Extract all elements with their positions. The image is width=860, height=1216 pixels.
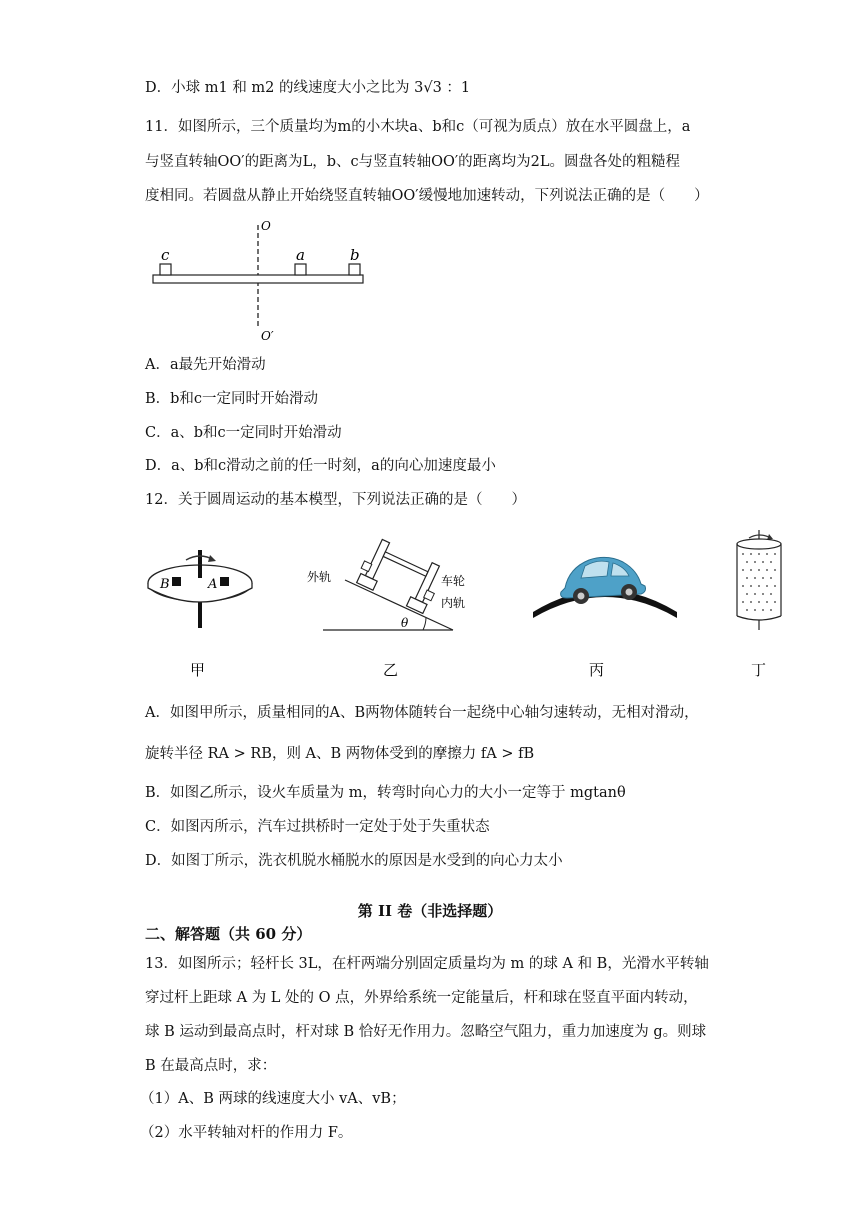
q12-figure-jia [140,540,265,685]
q11-option-b: B．b和c一定同时开始滑动 [145,391,319,407]
q12-figure-ding [725,530,785,685]
block-a-jia [220,577,229,586]
label-inner-rail: 内轨 [441,596,465,610]
q11-stem-line3: 度相同。若圆盘从静止开始绕竖直转轴OO′缓慢地加速转动，下列说法正确的是（ ） [145,188,709,204]
q11-turntable-figure [145,215,385,345]
q12-stem: 12．关于圆周运动的基本模型，下列说法正确的是（ ） [145,492,526,508]
q12-option-d: D．如图丁所示，洗衣机脱水桶脱水的原因是水受到的向心力太小 [145,853,563,869]
section-heading: 二、解答题（共 60 分） [145,925,312,943]
q10-option-d: D．小球 m1 和 m2 的线速度大小之比为 3√3 ：1 [145,80,471,96]
q12-option-a-line1: A．如图甲所示，质量相同的A、B两物体随转台一起绕中心轴匀速转动，无相对滑动， [145,705,699,721]
q13-line1: 13．如图所示；轻杆长 3L，在杆两端分别固定质量均为 m 的球 A 和 B，光滑水平转轴 [145,956,709,972]
caption-bing: 丙 [589,661,605,679]
q11-label-b: b [350,246,360,264]
q11-stem-line1: 11．如图所示，三个质量均为m的小木块a、b和c（可视为质点）放在水平圆盘上，a [145,119,691,135]
jia-label-b: B [160,577,170,592]
q11-label-o-prime: O′ [261,329,274,343]
q13-line4: B 在最高点时，求： [145,1058,277,1074]
label-theta: θ [401,616,409,630]
caption-jia: 甲 [190,661,206,679]
q13-sub2: （2）水平转轴对杆的作用力 F。 [140,1125,353,1141]
q12-option-a-line2: 旋转半径 RA > RB，则 A、B 两物体受到的摩擦力 fA > fB [145,746,535,762]
volume-title: 第 II 卷（非选择题） [357,902,503,920]
block-a [295,264,306,275]
q13-line2: 穿过杆上距球 A 为 L 处的 O 点，外界给系统一定能量后，杆和球在竖直平面内转动， [145,990,698,1006]
label-wheel: 车轮 [441,574,465,588]
q12-figure-yi [305,535,465,685]
label-outer-rail: 外轨 [307,570,332,584]
q13-sub1: （1）A、B 两球的线速度大小 vA、vB； [140,1091,406,1107]
q11-label-a: a [296,246,305,264]
q13-line3: 球 B 运动到最高点时，杆对球 B 恰好无作用力。忽略空气阻力，重力加速度为 g。则球 [145,1024,707,1040]
q12-figure-bing [525,540,685,685]
q12-option-c: C．如图丙所示，汽车过拱桥时一定处于处于失重状态 [145,819,490,835]
q11-label-c: c [161,246,170,264]
block-b [349,264,360,275]
rotation-arrow-icon [749,535,771,538]
caption-yi: 乙 [383,661,399,679]
q11-option-a: A．a最先开始滑动 [145,357,266,373]
q11-label-o: O [261,219,271,233]
jia-label-a: A [208,577,218,592]
q11-stem-line2: 与竖直转轴OO′的距离为L，b、c与竖直转轴OO′的距离均为2L。圆盘各处的粗糙程 [145,154,681,170]
block-b-jia [172,577,181,586]
turntable-disk [153,275,363,283]
caption-ding: 丁 [751,661,767,679]
block-c [160,264,171,275]
q11-option-c: C．a、b和c一定同时开始滑动 [145,425,342,441]
q11-option-d: D．a、b和c滑动之前的任一时刻，a的向心加速度最小 [145,458,496,474]
q12-option-b: B．如图乙所示，设火车质量为 m，转弯时向心力的大小一定等于 mgtanθ [145,785,626,801]
